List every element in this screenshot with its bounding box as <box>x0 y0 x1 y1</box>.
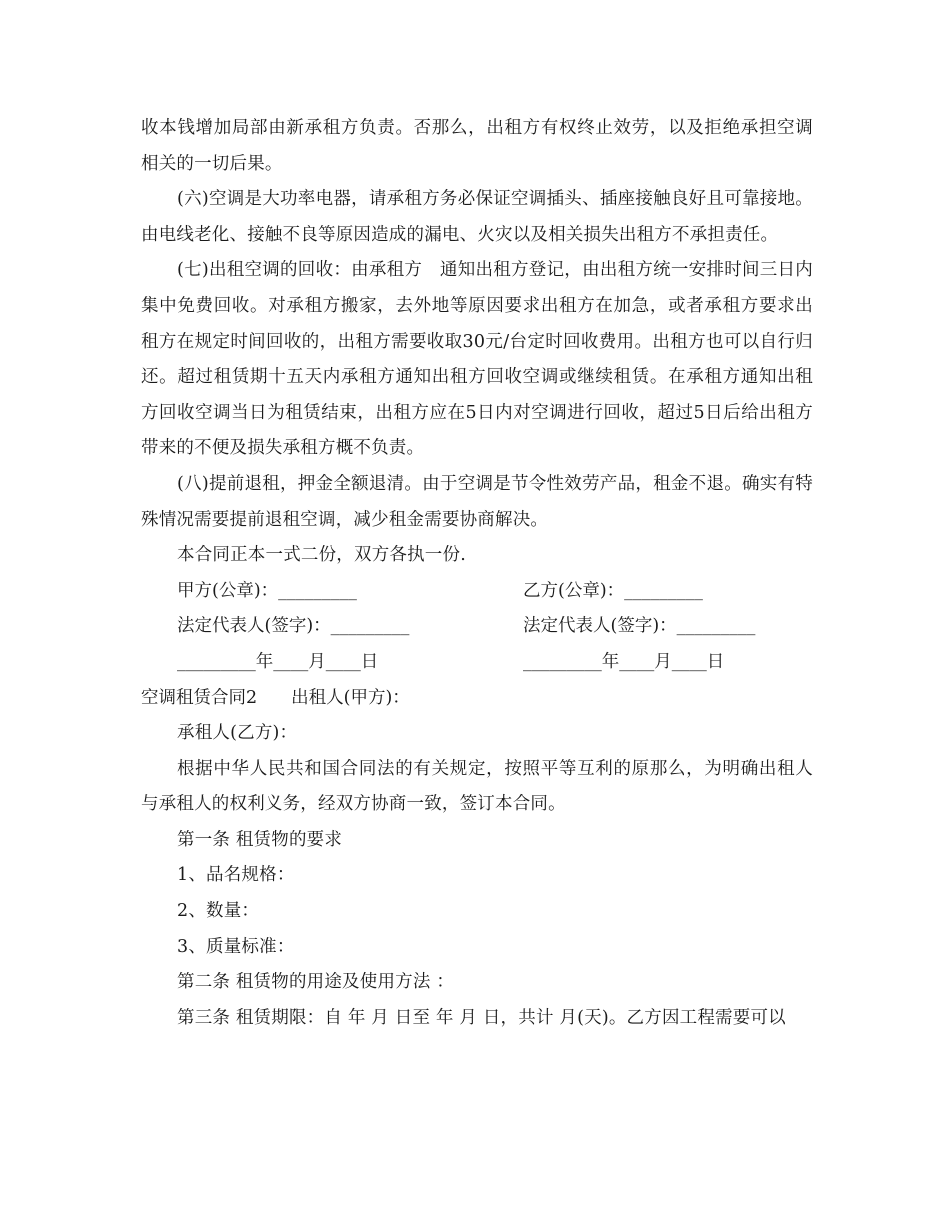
party-a-seal-field: 甲方(公章)：_________ <box>177 580 357 601</box>
lessor-label: 出租人(甲方)： <box>291 687 410 708</box>
paragraph-clause-8: (八)提前退租，押金全额退清。由于空调是节令性效劳产品，租金不退。确实有特殊情况需要提前退租空调，减少租金需要协商解决。 <box>141 473 813 530</box>
article-1-title: 第一条 租赁物的要求 <box>177 829 343 850</box>
paragraph-copies: 本合同正本一式二份，双方各执一份. <box>177 545 466 566</box>
article-1-item-3: 3、质量标准： <box>177 936 295 957</box>
contract2-title: 空调租赁合同2 <box>141 687 258 708</box>
paragraph-continued-clause: 收本钱增加局部由新承租方负责。否那么，出租方有权终止效劳，以及拒绝承担空调相关的一切后果。 <box>141 118 813 174</box>
contract2-preamble: 根据中华人民共和国合同法的有关规定，按照平等互利的原那么，为明确出租人与承租人的权利义务，经双方协商一致，签订本合同。 <box>141 758 813 815</box>
paragraph-clause-6: (六)空调是大功率电器，请承租方务必保证空调插头、插座接触良好且可靠接地。由电线老化、接触不良等原因造成的漏电、火灾以及相关损失出租方不承担责任。 <box>141 189 813 245</box>
paragraph-clause-7: (七)出租空调的回收：由承租方 通知出租方登记，由出租方统一安排时间三日内集中免费回收。对承租方搬家，去外地等原因要求出租方在加急，或者承租方要求出租方在规定时间回收的，出租方需要收取30元/台定时回收费用。出租方也可以自行归还。超过租赁期十五天内承租方通知出租方回收空调或继续租赁。在承租方通知出租方回收空调当日为租赁结束，出租方应在5日内对空调进行回收，超过5日后给出租方带来的不便及损失承租方概不负责。 <box>141 260 813 459</box>
document-page <box>141 111 813 1036</box>
signature-date-row <box>141 645 813 681</box>
party-b-seal-field: 乙方(公章)：_________ <box>523 580 703 601</box>
party-b-date-field: _________年____月____日 <box>523 651 725 672</box>
signature-rep-row <box>141 609 813 645</box>
party-a-date-field: _________年____月____日 <box>177 651 379 672</box>
party-a-rep-field: 法定代表人(签字)：_________ <box>177 616 410 637</box>
contract2-heading-row <box>141 681 813 717</box>
party-b-rep-field: 法定代表人(签字)：_________ <box>523 616 756 637</box>
article-1-item-2: 2、数量： <box>177 901 260 922</box>
signature-seal-row <box>141 574 813 610</box>
article-3: 第三条 租赁期限：自 年 月 日至 年 月 日，共计 月(天)。乙方因工程需要可以 <box>177 1007 786 1028</box>
article-2: 第二条 租赁物的用途及使用方法 ： <box>177 972 455 993</box>
lessee-label: 承租人(乙方)： <box>177 723 298 744</box>
article-1-item-1: 1、品名规格： <box>177 865 295 886</box>
